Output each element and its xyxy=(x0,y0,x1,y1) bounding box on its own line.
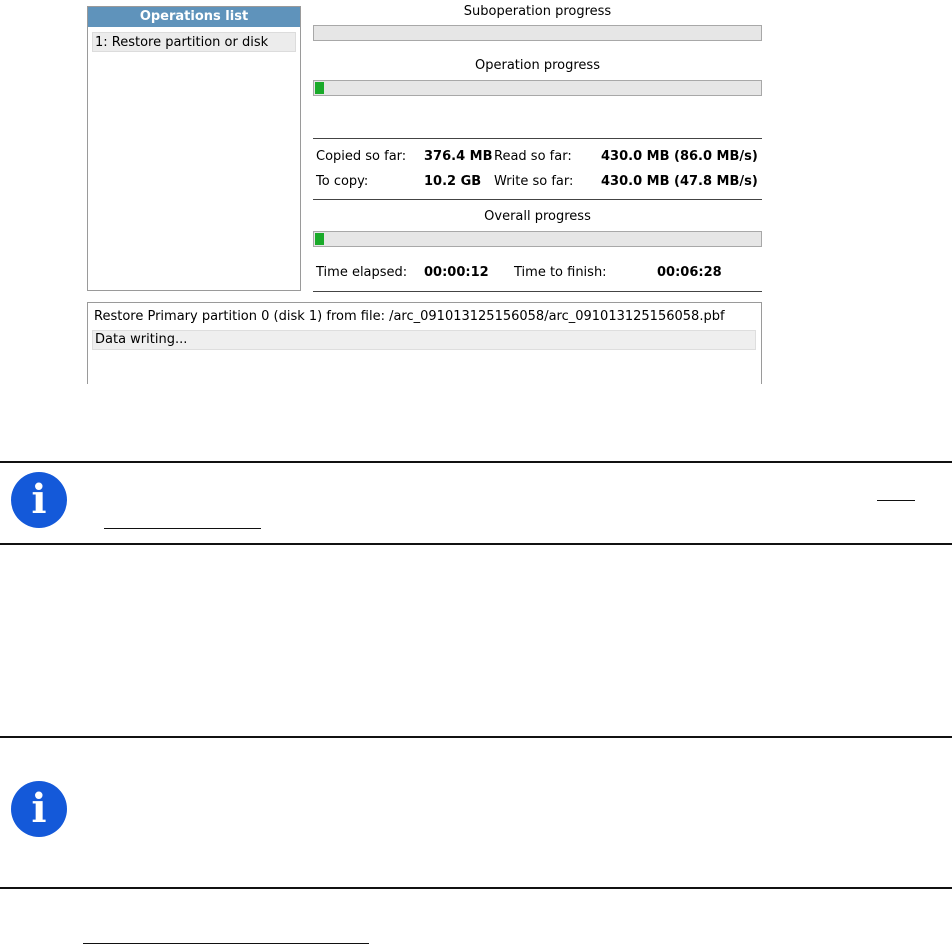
overall-progress-fill xyxy=(315,233,324,245)
operation-progress-fill xyxy=(315,82,324,94)
time-divider xyxy=(313,291,762,292)
to-copy-label: To copy: xyxy=(316,174,369,189)
note-rule-bottom xyxy=(0,887,952,889)
info-icon: i xyxy=(11,781,67,837)
suboperation-progress-label: Suboperation progress xyxy=(463,4,612,19)
operation-progress-bar xyxy=(313,80,762,96)
operations-list-panel xyxy=(87,6,301,291)
log-line: Restore Primary partition 0 (disk 1) from file: /arc_091013125156058/arc_091013125156058.pbf xyxy=(94,309,725,324)
read-so-far-label: Read so far: xyxy=(494,149,572,164)
link-underline[interactable] xyxy=(877,500,915,501)
time-elapsed-value: 00:00:12 xyxy=(424,265,489,280)
overall-progress-label: Overall progress xyxy=(484,209,591,224)
log-line-status: Data writing... xyxy=(92,330,756,350)
operation-log-panel xyxy=(87,302,762,384)
note-rule-top xyxy=(0,461,952,463)
copied-so-far-label: Copied so far: xyxy=(316,149,407,164)
link-underline[interactable] xyxy=(83,943,369,944)
operations-list-header: Operations list xyxy=(88,7,300,27)
link-underline[interactable] xyxy=(104,528,261,529)
overall-progress-bar xyxy=(313,231,762,247)
info-icon: i xyxy=(11,472,67,528)
write-so-far-value: 430.0 MB (47.8 MB/s) xyxy=(601,174,758,189)
copied-so-far-value: 376.4 MB xyxy=(424,149,493,164)
note-rule-bottom xyxy=(0,543,952,545)
time-to-finish-value: 00:06:28 xyxy=(657,265,722,280)
to-copy-value: 10.2 GB xyxy=(424,174,482,189)
time-elapsed-label: Time elapsed: xyxy=(316,265,408,280)
write-so-far-label: Write so far: xyxy=(494,174,574,189)
operation-progress-label: Operation progress xyxy=(475,58,600,73)
suboperation-progress-bar xyxy=(313,25,762,41)
stats-divider-top xyxy=(313,138,762,139)
read-so-far-value: 430.0 MB (86.0 MB/s) xyxy=(601,149,758,164)
time-to-finish-label: Time to finish: xyxy=(514,265,607,280)
operation-item[interactable]: 1: Restore partition or disk xyxy=(92,32,296,52)
note-rule-top xyxy=(0,736,952,738)
stats-divider-bottom xyxy=(313,199,762,200)
